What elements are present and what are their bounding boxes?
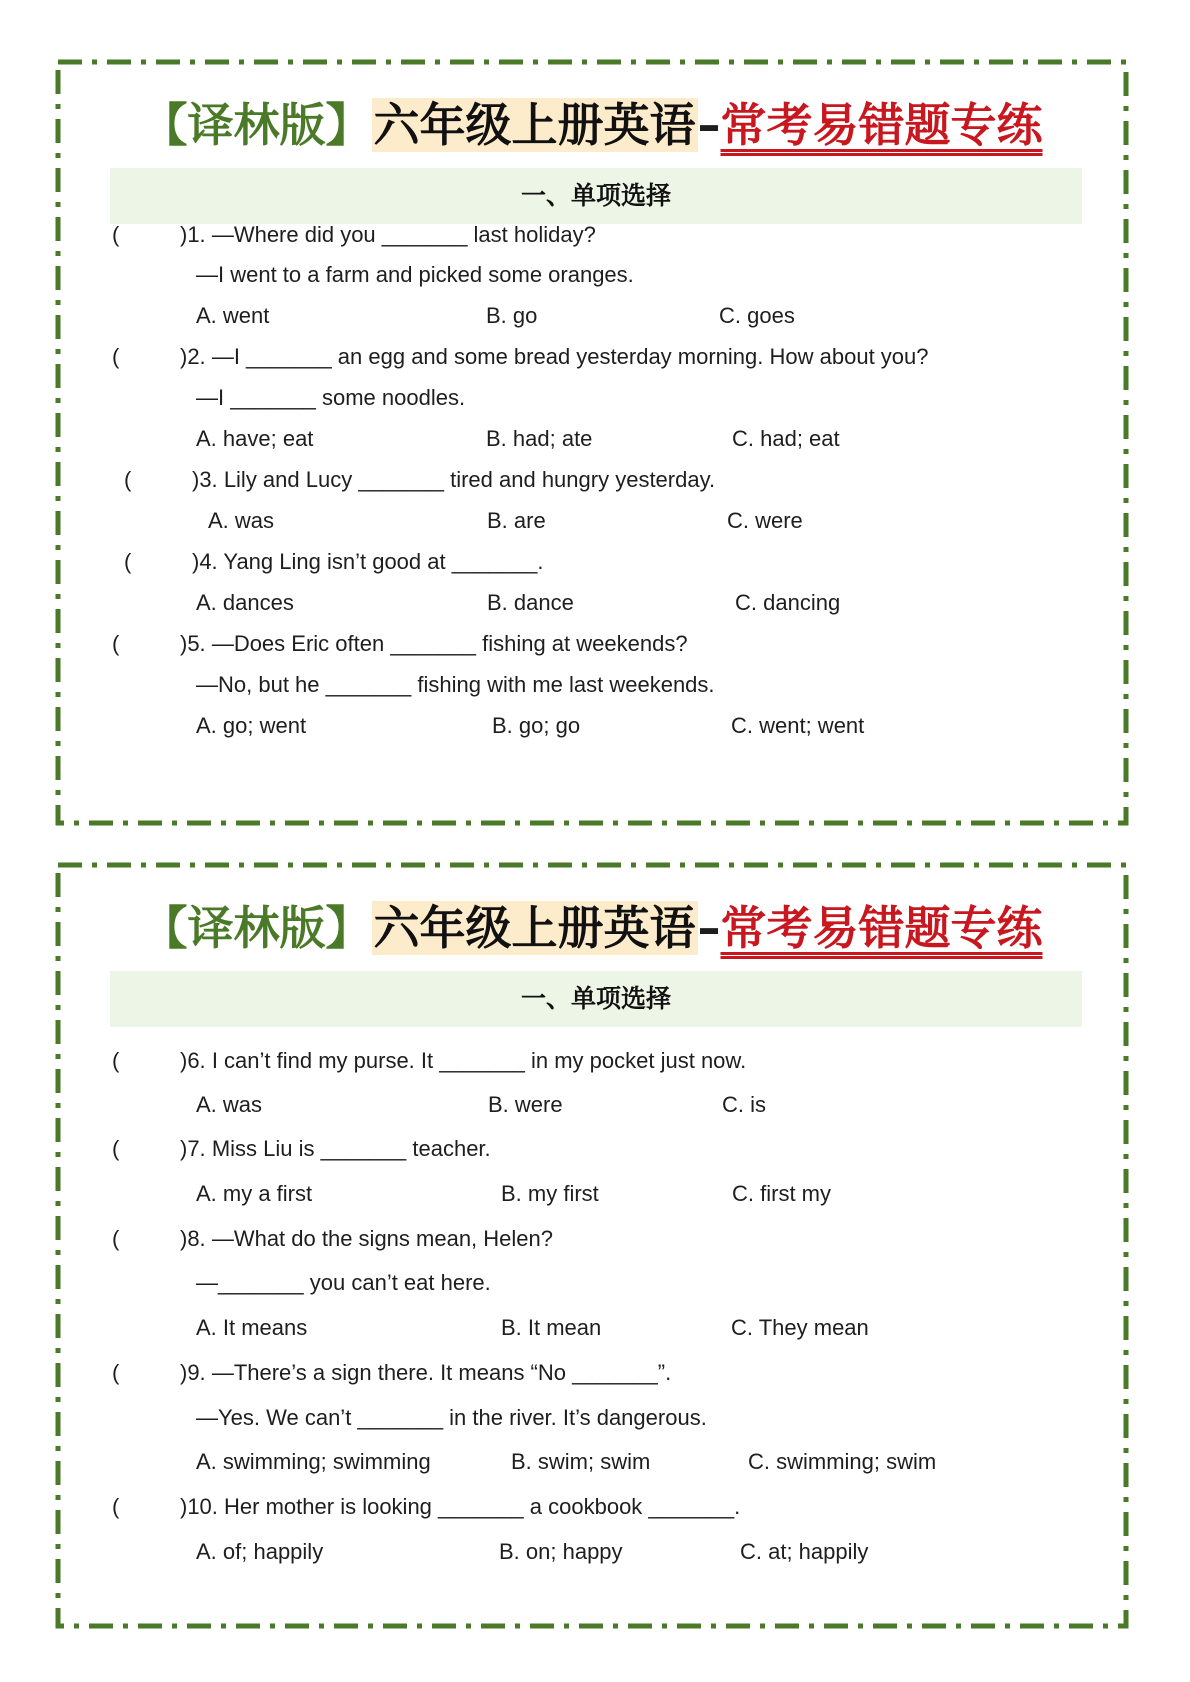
option-c: C. is <box>722 1092 766 1117</box>
option-a: A. was <box>196 1092 263 1117</box>
title-highlight: 常考易错题专练 <box>720 98 1043 152</box>
option-b: B. had; ate <box>486 426 593 451</box>
option-c: C. first my <box>732 1181 831 1206</box>
option-b: B. go <box>486 303 538 328</box>
question-stem: )10. Her mother is looking _______ a cookbook _______. <box>180 1494 741 1519</box>
option-b: B. go; go <box>492 713 581 738</box>
answer-paren[interactable]: ( <box>112 1226 120 1251</box>
option-b: B. dance <box>487 590 574 615</box>
option-c: C. went; went <box>731 713 865 738</box>
question-line2: —I _______ some noodles. <box>196 385 466 410</box>
question-line2: —Yes. We can’t _______ in the river. It’s dangerous. <box>196 1405 707 1430</box>
answer-paren[interactable]: ( <box>112 1048 120 1073</box>
answer-paren[interactable]: ( <box>112 1136 120 1161</box>
answer-paren[interactable]: ( <box>124 467 132 492</box>
title-brand: 【译林版】 <box>141 98 372 152</box>
option-c: C. swimming; swim <box>748 1449 937 1474</box>
option-a: A. dances <box>196 590 294 615</box>
option-b: B. are <box>487 508 546 533</box>
worksheet-title <box>56 891 1128 965</box>
option-c: C. They mean <box>731 1315 869 1340</box>
title-highlight: 常考易错题专练 <box>720 901 1043 955</box>
section-heading: 一、单项选择 <box>110 168 1082 224</box>
title-main: 六年级上册英语 <box>373 901 696 955</box>
answer-paren[interactable]: ( <box>124 549 132 574</box>
worksheet-card-1 <box>56 60 1128 825</box>
option-c: C. were <box>727 508 803 533</box>
option-b: B. were <box>488 1092 563 1117</box>
question-stem: )1. —Where did you _______ last holiday? <box>180 222 596 247</box>
option-a: A. go; went <box>196 713 307 738</box>
option-b: B. my first <box>501 1181 599 1206</box>
section-heading: 一、单项选择 <box>110 971 1082 1027</box>
option-a: A. It means <box>196 1315 308 1340</box>
question-stem: )5. —Does Eric often _______ fishing at weekends? <box>180 631 688 656</box>
option-c: C. dancing <box>735 590 841 615</box>
option-b: B. swim; swim <box>511 1449 651 1474</box>
answer-paren[interactable]: ( <box>112 344 120 369</box>
worksheet-title <box>56 88 1128 162</box>
title-brand: 【译林版】 <box>141 901 372 955</box>
title-main: 六年级上册英语 <box>373 98 696 152</box>
option-c: C. had; eat <box>732 426 840 451</box>
option-a: A. swimming; swimming <box>196 1449 431 1474</box>
option-b: B. on; happy <box>499 1539 623 1564</box>
question-stem: )7. Miss Liu is _______ teacher. <box>180 1136 491 1161</box>
title-dash: – <box>697 98 721 152</box>
question-stem: )6. I can’t find my purse. It _______ in my pocket just now. <box>180 1048 747 1073</box>
answer-paren[interactable]: ( <box>112 631 120 656</box>
option-a: A. of; happily <box>196 1539 324 1564</box>
answer-paren[interactable]: ( <box>112 1494 120 1519</box>
option-c: C. at; happily <box>740 1539 869 1564</box>
question-stem: )4. Yang Ling isn’t good at _______. <box>192 549 544 574</box>
question-line2: —_______ you can’t eat here. <box>196 1270 491 1295</box>
answer-paren[interactable]: ( <box>112 222 120 247</box>
option-a: A. was <box>208 508 275 533</box>
option-c: C. goes <box>719 303 795 328</box>
option-a: A. have; eat <box>196 426 314 451</box>
question-line2: —I went to a farm and picked some oranges. <box>196 262 634 287</box>
option-a: A. went <box>196 303 270 328</box>
question-stem: )2. —I _______ an egg and some bread yesterday morning. How about you? <box>180 344 929 369</box>
option-b: B. It mean <box>501 1315 602 1340</box>
worksheet-card-2 <box>56 863 1128 1628</box>
question-stem: )3. Lily and Lucy _______ tired and hungry yesterday. <box>192 467 716 492</box>
question-line2: —No, but he _______ fishing with me last weekends. <box>196 672 715 697</box>
answer-paren[interactable]: ( <box>112 1360 120 1385</box>
option-a: A. my a first <box>196 1181 313 1206</box>
question-stem: )8. —What do the signs mean, Helen? <box>180 1226 553 1251</box>
question-stem: )9. —There’s a sign there. It means “No _______”. <box>180 1360 672 1385</box>
title-dash: – <box>697 901 721 955</box>
